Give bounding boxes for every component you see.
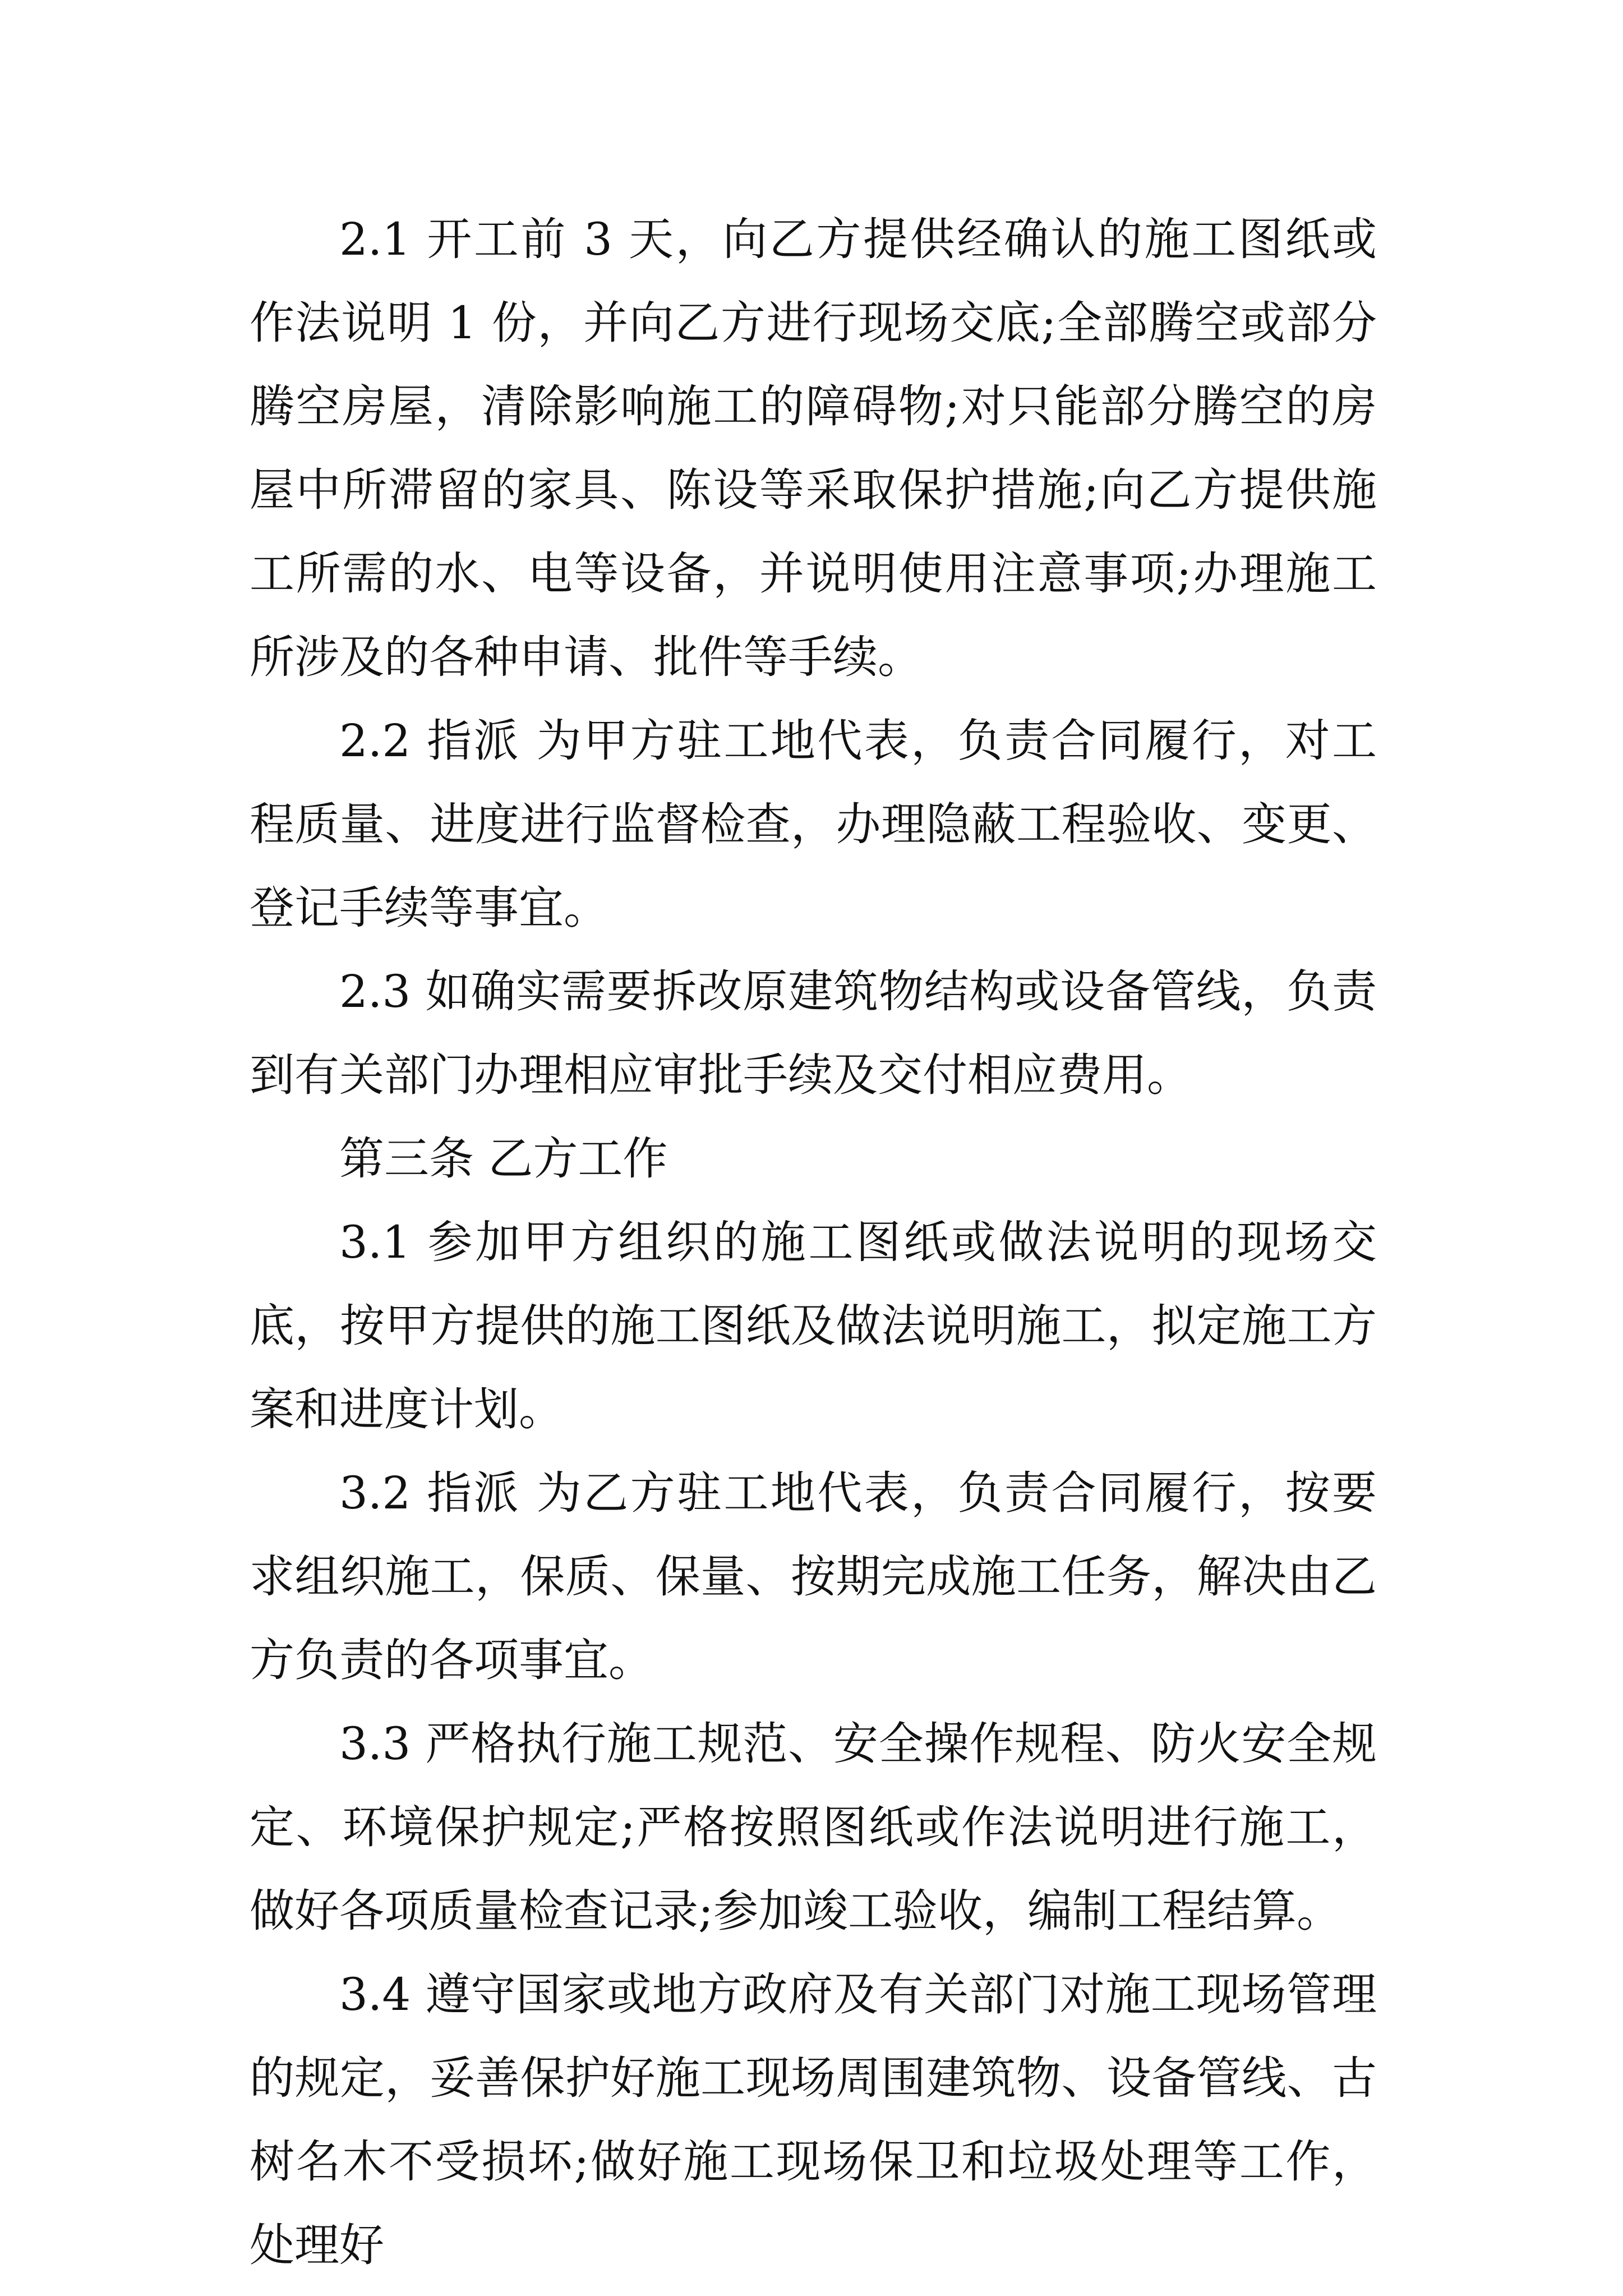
article-3-heading: 第三条 乙方工作 (339, 1133, 668, 1185)
paragraph-3-3: 3.3 严格执行施工规范、安全操作规程、防火安全规定、环境保护规定;严格按照图纸或作法说明进行施工，做好各项质量检查记录;参加竣工验收，编制工程结算。 (250, 1718, 1377, 1937)
paragraph-3-1: 3.1 参加甲方组织的施工图纸或做法说明的现场交底，按甲方提供的施工图纸及做法说明施工，拟定施工方案和进度计划。 (250, 1216, 1377, 1435)
paragraph-3-2: 3.2 指派 为乙方驻工地代表，负责合同履行，按要求组织施工，保质、保量、按期完成施工任务，解决由乙方负责的各项事宜。 (250, 1467, 1377, 1686)
paragraph-3-4: 3.4 遵守国家或地方政府及有关部门对施工现场管理的规定，妥善保护好施工现场周围建筑物、设备管线、古树名木不受损坏;做好施工现场保卫和垃圾处理等工作，处理好 (250, 1968, 1377, 2271)
document-body (250, 197, 1377, 2287)
paragraph-2-1: 2.1 开工前 3 天，向乙方提供经确认的施工图纸或作法说明 1 份，并向乙方进行现场交底;全部腾空或部分腾空房屋，清除影响施工的障碍物;对只能部分腾空的房屋中所滞留的家具、陈设等采取保护措施;向乙方提供施工所需的水、电等设备，并说明使用注意事项;办理施工所涉及的各种申请、批件等手续。 (250, 213, 1377, 683)
paragraph-2-2: 2.2 指派 为甲方驻工地代表，负责合同履行，对工程质量、进度进行监督检查，办理隐蔽工程验收、变更、登记手续等事宜。 (250, 715, 1377, 934)
paragraph-2-3: 2.3 如确实需要拆改原建筑物结构或设备管线，负责到有关部门办理相应审批手续及交付相应费用。 (250, 965, 1377, 1101)
